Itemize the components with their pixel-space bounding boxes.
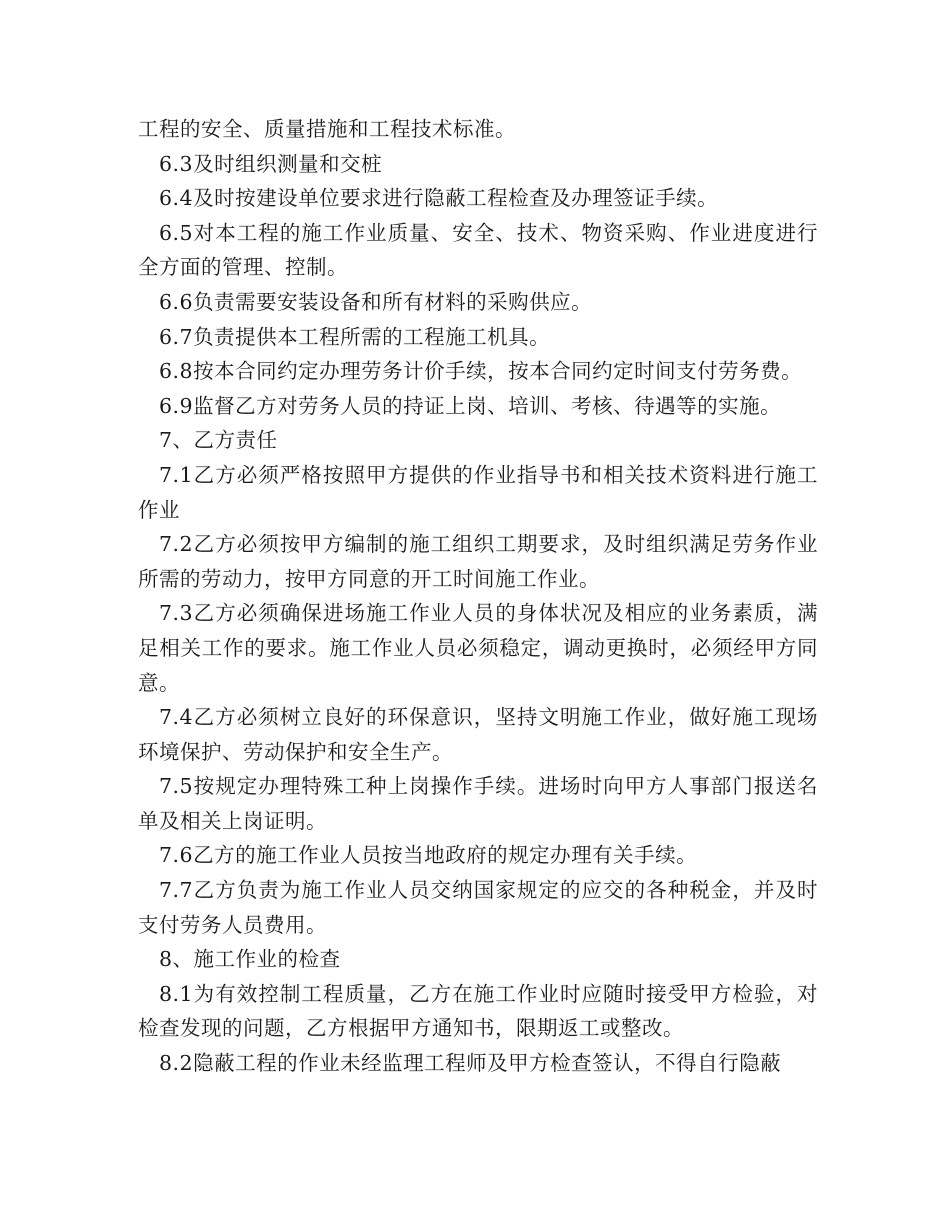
paragraph-7-2: 7.2乙方必须按甲方编制的施工组织工期要求，及时组织满足劳务作业所需的劳动力，按甲方同意的开工时间施工作业。	[138, 532, 818, 591]
document-body	[138, 112, 818, 1081]
section-heading-7: 7、乙方责任	[159, 428, 278, 453]
paragraph-6-5: 6.5对本工程的施工作业质量、安全、技术、物资采购、作业进度进行全方面的管理、控制。	[138, 220, 818, 280]
paragraph-8-2: 8.2隐蔽工程的作业未经监理工程师及甲方检查签认，不得自行隐蔽	[159, 1051, 782, 1076]
paragraph-6-7: 6.7负责提供本工程所需的工程施工机具。	[159, 324, 551, 349]
paragraph-6-6: 6.6负责需要安装设备和所有材料的采购供应。	[159, 289, 593, 314]
paragraph-7-3: 7.3乙方必须确保进场施工作业人员的身体状况及相应的业务素质，满足相关工作的要求。施工作业人员必须稳定，调动更换时，必须经甲方同意。	[138, 601, 818, 695]
section-heading-8: 8、施工作业的检查	[159, 947, 341, 972]
paragraph-7-4: 7.4乙方必须树立良好的环保意识，坚持文明施工作业，做好施工现场环境保护、劳动保护和安全生产。	[138, 705, 818, 764]
paragraph-6-9: 6.9监督乙方对劳务人员的持证上岗、培训、考核、待遇等的实施。	[159, 393, 782, 418]
paragraph-7-1: 7.1乙方必须严格按照甲方提供的作业指导书和相关技术资料进行施工作业	[138, 462, 818, 522]
paragraph-8-1: 8.1为有效控制工程质量，乙方在施工作业时应随时接受甲方检验，对检查发现的问题，乙方根据甲方通知书，限期返工或整改。	[138, 981, 818, 1041]
paragraph-6-8: 6.8按本合同约定办理劳务计价手续，按本合同约定时间支付劳务费。	[159, 359, 803, 384]
paragraph-continuation: 工程的安全、质量措施和工程技术标准。	[138, 117, 516, 141]
paragraph-7-6: 7.6乙方的施工作业人员按当地政府的规定办理有关手续。	[159, 843, 698, 868]
paragraph-6-4: 6.4及时按建设单位要求进行隐蔽工程检查及办理签证手续。	[159, 186, 719, 211]
paragraph-6-3: 6.3及时组织测量和交桩	[159, 151, 383, 176]
paragraph-7-7: 7.7乙方负责为施工作业人员交纳国家规定的应交的各种税金，并及时支付劳务人员费用。	[138, 878, 818, 937]
paragraph-7-5: 7.5按规定办理特殊工种上岗操作手续。进场时向甲方人事部门报送名单及相关上岗证明。	[138, 774, 818, 833]
